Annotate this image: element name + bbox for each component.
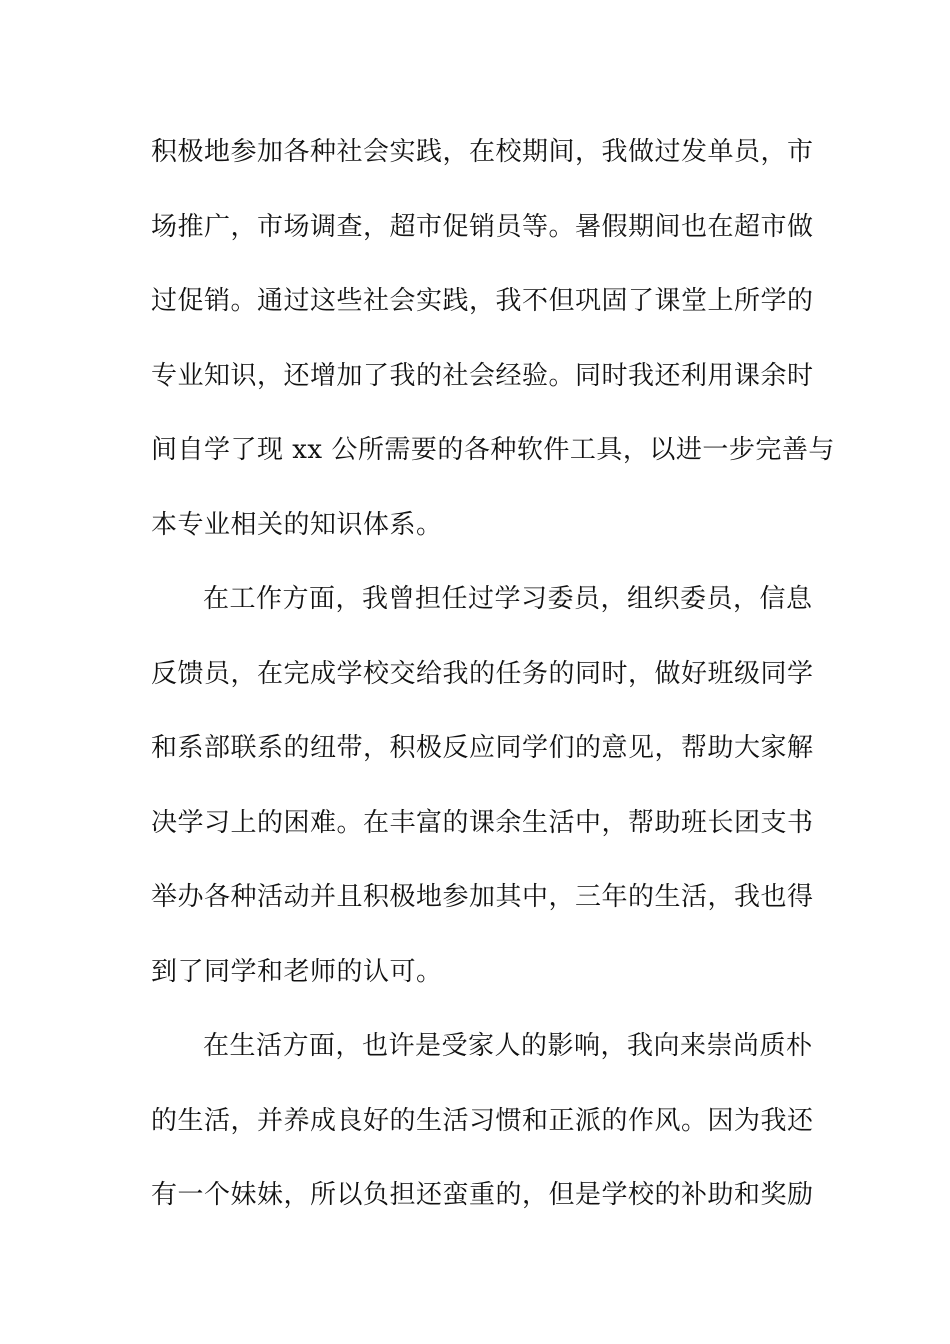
text-line: 的生活，并养成良好的生活习惯和正派的作风。因为我还 bbox=[151, 1105, 814, 1136]
text-line: 专业知识，还增加了我的社会经验。同时我还利用课余时 bbox=[151, 360, 814, 391]
body-text bbox=[151, 129, 835, 1247]
text-line: 本专业相关的知识体系。 bbox=[151, 509, 443, 540]
text-line: 到了同学和老师的认可。 bbox=[151, 956, 443, 987]
text-line: 和系部联系的纽带，积极反应同学们的意见，帮助大家解 bbox=[151, 733, 814, 763]
text-line: 决学习上的困难。在丰富的课余生活中，帮助班长团支书 bbox=[151, 807, 814, 838]
text-line: 场推广，市场调查，超市促销员等。暑假期间也在超市做 bbox=[151, 211, 814, 242]
text-line: 有一个妹妹，所以负担还蛮重的，但是学校的补助和奖励 bbox=[151, 1180, 814, 1210]
text-line: 反馈员，在完成学校交给我的任务的同时，做好班级同学 bbox=[151, 658, 814, 689]
text-line: 过促销。通过这些社会实践，我不但巩固了课堂上所学的 bbox=[151, 286, 814, 316]
text-line: 在生活方面，也许是受家人的影响，我向来崇尚质朴 bbox=[203, 1031, 813, 1061]
text-line: 积极地参加各种社会实践，在校期间，我做过发单员，市 bbox=[151, 137, 814, 167]
text-line: 间自学了现 xx 公所需要的各种软件工具，以进一步完善与 bbox=[151, 435, 835, 465]
text-line: 在工作方面，我曾担任过学习委员，组织委员，信息 bbox=[203, 584, 813, 614]
text-line: 举办各种活动并且积极地参加其中，三年的生活，我也得 bbox=[151, 882, 814, 912]
